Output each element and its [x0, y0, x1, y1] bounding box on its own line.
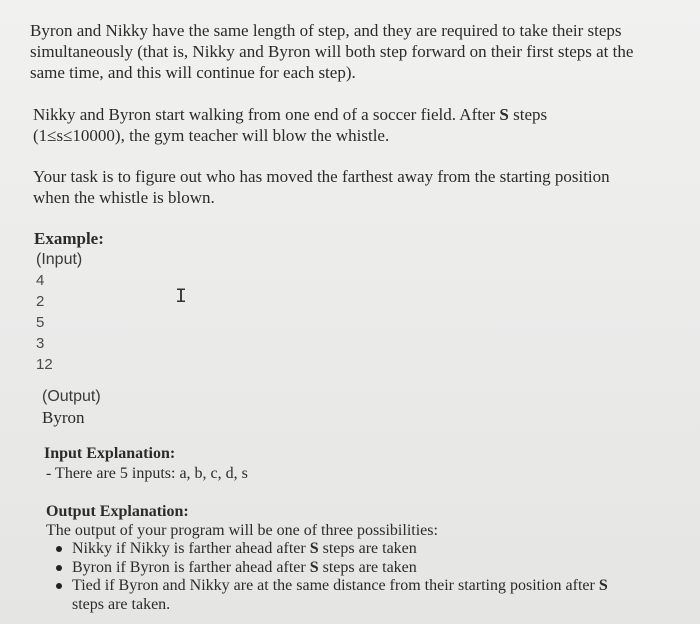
intro-paragraph — [30, 20, 690, 83]
input-value-1: 4 — [36, 272, 45, 289]
list-item — [46, 540, 608, 559]
whistle-text-a: Nikky and Byron start walking from one end of a soccer field. After — [33, 105, 500, 124]
output-explanation-intro: The output of your program will be one of three possibilities: — [46, 522, 438, 539]
bullet-1-steps-variable: S — [309, 540, 319, 557]
task-paragraph — [33, 166, 683, 208]
intro-line-1: Byron and Nikky have the same length of step, and they are required to take their steps — [30, 21, 622, 40]
list-item — [46, 559, 608, 578]
bullet-icon — [56, 546, 62, 552]
bullet-1-text-c: steps are taken — [318, 540, 417, 557]
intro-line-2: simultaneously (that is, Nikky and Byron will both step forward on their first steps at the — [30, 42, 634, 61]
output-explanation-heading: Output Explanation: — [46, 503, 189, 520]
input-label: (Input) — [36, 251, 83, 268]
input-explanation-text: - There are 5 inputs: a, b, c, d, s — [46, 465, 248, 482]
bullet-3-continuation: steps are taken. — [72, 595, 171, 613]
output-explanation-block — [46, 502, 608, 614]
example-heading: Example: — [34, 229, 104, 248]
bullet-3-steps-variable: S — [598, 577, 608, 594]
output-value: Byron — [42, 408, 85, 427]
bullet-1-text-a: Nikky if Nikky is farther ahead after — [72, 540, 310, 557]
input-value-5: 12 — [36, 356, 53, 373]
input-explanation-block — [44, 444, 248, 484]
whistle-line-1 — [33, 104, 683, 125]
task-line-1: Your task is to figure out who has moved the farthest away from the starting position — [33, 167, 610, 186]
bullet-2-text-a: Byron if Byron is farther ahead after — [72, 558, 310, 576]
bullet-2-text-c: steps are taken — [318, 558, 417, 576]
whistle-line-2: (1≤s≤10000), the gym teacher will blow the whistle. — [33, 126, 390, 145]
input-explanation-heading: Input Explanation: — [44, 445, 176, 462]
whistle-text-c: steps — [508, 105, 548, 124]
bullet-3-text-a: Tied if Byron and Nikky are at the same distance from their starting position after — [72, 577, 599, 594]
input-value-2: 2 — [36, 293, 45, 310]
output-block — [42, 386, 101, 428]
input-value-3: 5 — [36, 314, 45, 331]
list-item — [46, 577, 608, 614]
whistle-paragraph — [33, 104, 683, 146]
bullet-icon — [56, 583, 62, 589]
output-possibilities-list — [46, 540, 608, 614]
task-line-2: when the whistle is blown. — [33, 188, 215, 207]
intro-line-3: same time, and this will continue for each step). — [30, 63, 356, 82]
example-block — [34, 228, 104, 375]
output-label: (Output) — [42, 388, 101, 405]
input-value-4: 3 — [36, 335, 45, 352]
bullet-2-steps-variable: S — [309, 558, 319, 576]
steps-variable: S — [499, 105, 509, 124]
bullet-icon — [56, 565, 62, 571]
text-cursor-icon: I — [175, 286, 188, 309]
